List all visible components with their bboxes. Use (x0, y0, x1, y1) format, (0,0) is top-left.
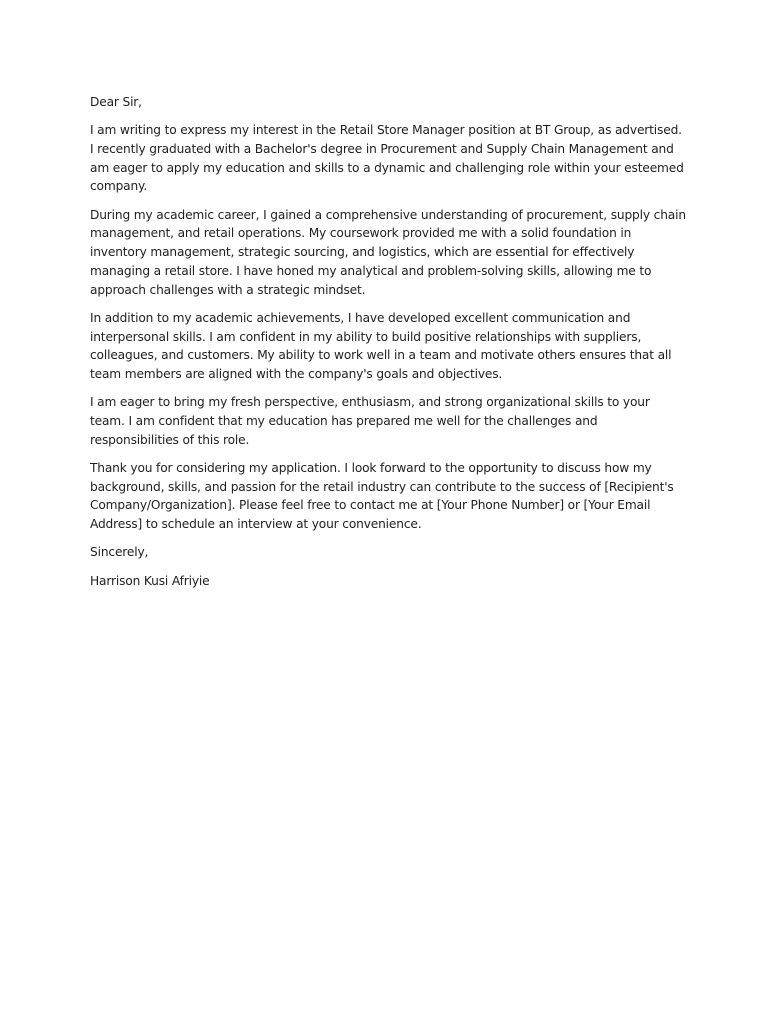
paragraph-eagerness: I am eager to bring my fresh perspective, enthusiasm, and strong organizational skills to your team. I am confident that my education has prepared me well for the challenges and responsibilities of this role. (90, 395, 650, 447)
paragraph-skills: In addition to my academic achievements, I have developed excellent communication and interpersonal skills. I am confident in my ability to build positive relationships with suppliers, colleagues, and customers. My ability to work well in a team and motivate others ensures that all team members are aligned with the company's goals and objectives. (90, 310, 672, 381)
paragraph-academic-career: During my academic career, I gained a comprehensive understanding of procurement, supply chain management, and retail operations. My coursework provided me with a solid foundation in inventory management, strategic sourcing, and logistics, which are essential for effectively managing a retail store. I have honed my analytical and problem-solving skills, allowing me to approach challenges with a strategic mindset. (90, 207, 686, 297)
signature: Harrison Kusi Afriyie (90, 573, 210, 588)
paragraph-thank-you: Thank you for considering my application. I look forward to the opportunity to discuss how my background, skills, and passion for the retail industry can contribute to the success of [Recipient's Company/Organization]. Please feel free to contact me at [Your Phone Number] or [Your Email Address] to schedule an interview at your convenience. (90, 460, 674, 532)
paragraph-interest: I am writing to express my interest in the Retail Store Manager position at BT Group, as advertised. I recently graduated with a Bachelor's degree in Procurement and Supply Chain Management and am eager to apply my education and skills to a dynamic and challenging role within your esteemed company. (90, 123, 684, 194)
cover-letter (90, 93, 686, 600)
salutation: Dear Sir, (90, 95, 142, 109)
closing: Sincerely, (90, 545, 149, 560)
